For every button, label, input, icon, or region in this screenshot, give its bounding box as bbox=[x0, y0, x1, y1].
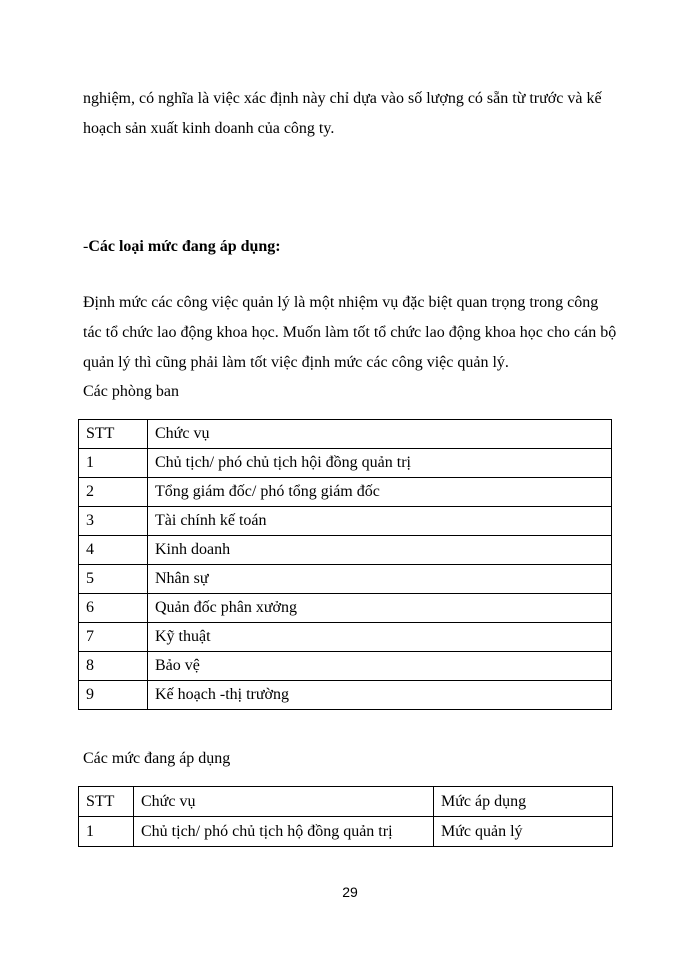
cell-role: Kinh doanh bbox=[148, 536, 612, 565]
cell-role: Chủ tịch/ phó chủ tịch hộ đồng quản trị bbox=[134, 817, 434, 847]
cell-stt: 4 bbox=[79, 536, 148, 565]
header-role: Chức vụ bbox=[148, 420, 612, 449]
heading-text: Các loại mức đang áp dụng: bbox=[88, 238, 281, 255]
cell-role: Kế hoạch -thị trường bbox=[148, 681, 612, 710]
cell-role: Bảo vệ bbox=[148, 652, 612, 681]
table-header-row bbox=[79, 420, 612, 449]
levels-caption: Các mức đang áp dụng bbox=[83, 750, 231, 767]
table-row bbox=[79, 565, 612, 594]
body-line-3: quản lý thì cũng phải làm tốt việc định mức các công việc quản lý. bbox=[83, 354, 509, 371]
departments-caption: Các phòng ban bbox=[83, 383, 179, 400]
header-stt: STT bbox=[79, 787, 134, 817]
table-row bbox=[79, 507, 612, 536]
cell-role: Tài chính kế toán bbox=[148, 507, 612, 536]
table-row bbox=[79, 536, 612, 565]
cell-role: Kỹ thuật bbox=[148, 623, 612, 652]
table-row bbox=[79, 478, 612, 507]
cell-role: Quản đốc phân xưởng bbox=[148, 594, 612, 623]
cell-level: Mức quản lý bbox=[434, 817, 613, 847]
table-row bbox=[79, 594, 612, 623]
cell-role: Tổng giám đốc/ phó tổng giám đốc bbox=[148, 478, 612, 507]
section-heading bbox=[83, 237, 281, 257]
body-line-2: tác tổ chức lao động khoa học. Muốn làm tốt tổ chức lao động khoa học cho cán bộ bbox=[83, 324, 617, 341]
intro-line-1: nghiệm, có nghĩa là việc xác định này chỉ dựa vào số lượng có sẵn từ trước và kế bbox=[83, 90, 602, 107]
heading-dash: - bbox=[83, 238, 89, 255]
intro-line-2: hoạch sản xuất kinh doanh của công ty. bbox=[83, 120, 335, 137]
cell-stt: 2 bbox=[79, 478, 148, 507]
cell-role: Nhân sự bbox=[148, 565, 612, 594]
table-row bbox=[79, 652, 612, 681]
page-number: 29 bbox=[342, 884, 358, 900]
table-row bbox=[79, 623, 612, 652]
header-level: Mức áp dụng bbox=[434, 787, 613, 817]
body-line-1: Định mức các công việc quản lý là một nhiệm vụ đặc biệt quan trọng trong công bbox=[83, 294, 599, 311]
cell-stt: 3 bbox=[79, 507, 148, 536]
cell-stt: 9 bbox=[79, 681, 148, 710]
table-row bbox=[79, 681, 612, 710]
cell-stt: 5 bbox=[79, 565, 148, 594]
cell-stt: 8 bbox=[79, 652, 148, 681]
cell-stt: 1 bbox=[79, 449, 148, 478]
cell-stt: 1 bbox=[79, 817, 134, 847]
departments-table bbox=[78, 419, 612, 710]
header-role: Chức vụ bbox=[134, 787, 434, 817]
header-stt: STT bbox=[79, 420, 148, 449]
cell-stt: 6 bbox=[79, 594, 148, 623]
cell-role: Chủ tịch/ phó chủ tịch hội đồng quản trị bbox=[148, 449, 612, 478]
cell-stt: 7 bbox=[79, 623, 148, 652]
table-row bbox=[79, 817, 613, 847]
levels-table bbox=[78, 786, 613, 847]
table-row bbox=[79, 449, 612, 478]
table-header-row bbox=[79, 787, 613, 817]
